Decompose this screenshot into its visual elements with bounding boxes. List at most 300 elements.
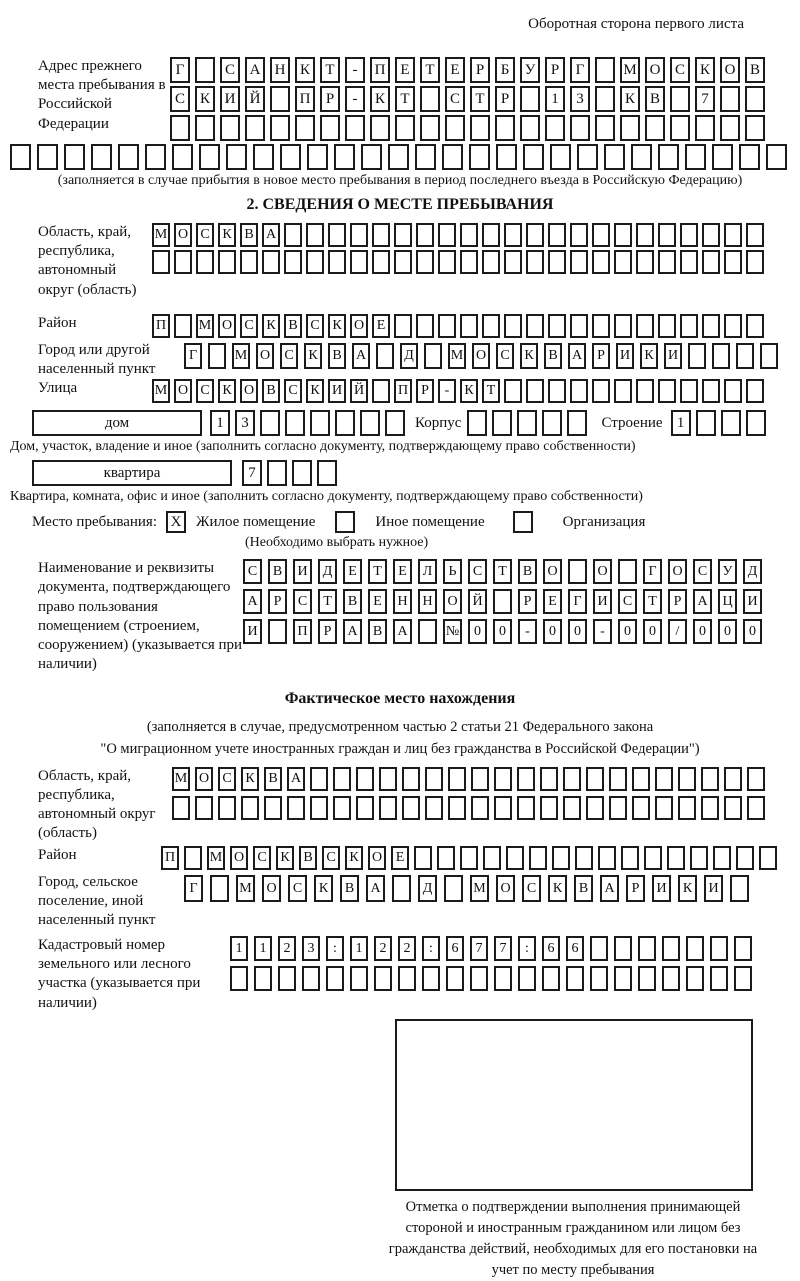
char-cell: [438, 314, 456, 338]
char-cell: [680, 223, 698, 247]
char-cell: А: [693, 589, 712, 614]
char-cell: М: [448, 343, 466, 369]
previous-address-label: Адрес прежнего места пребывания в Российской Федерации: [38, 58, 166, 132]
page-side-note: Оборотная сторона первого листа: [528, 16, 744, 32]
char-cell: [278, 966, 296, 991]
char-cell: [460, 314, 478, 338]
apartment-row: [32, 460, 800, 486]
char-cell: [670, 86, 690, 112]
char-cell: К: [460, 379, 478, 403]
char-cell: [379, 796, 397, 820]
char-cell: :: [326, 936, 344, 961]
section2-title: 2. СВЕДЕНИЯ О МЕСТЕ ПРЕБЫВАНИЯ: [246, 196, 554, 213]
char-cell: [379, 767, 397, 791]
char-cell: [644, 846, 662, 870]
char-cell: [570, 223, 588, 247]
char-cell: [592, 223, 610, 247]
char-cell: [402, 796, 420, 820]
char-cell: №: [443, 619, 462, 644]
char-cell: К: [262, 314, 280, 338]
char-cell: К: [678, 875, 697, 902]
char-cell: [517, 796, 535, 820]
char-cell: [712, 343, 730, 369]
char-cell: [350, 966, 368, 991]
char-cell: А: [343, 619, 362, 644]
region-row-2: [152, 250, 764, 274]
char-cell: К: [548, 875, 567, 902]
char-cell: [494, 966, 512, 991]
char-cell: Г: [184, 343, 202, 369]
char-cell: [398, 966, 416, 991]
char-cell: [310, 410, 330, 436]
char-cell: О: [543, 559, 562, 584]
char-cell: [526, 250, 544, 274]
actual-region-row-1: [172, 767, 765, 791]
previous-address-row-4: [10, 144, 800, 170]
char-cell: И: [593, 589, 612, 614]
char-cell: [614, 314, 632, 338]
stroenie-grid: [671, 410, 766, 436]
char-cell: [374, 966, 392, 991]
char-cell: А: [245, 57, 265, 83]
char-cell: Е: [445, 57, 465, 83]
stay-type-row: [32, 511, 800, 533]
char-cell: [655, 767, 673, 791]
city-row: [184, 343, 778, 369]
char-cell: [420, 115, 440, 141]
char-cell: М: [152, 379, 170, 403]
char-cell: [328, 223, 346, 247]
char-cell: [662, 966, 680, 991]
char-cell: В: [368, 619, 387, 644]
char-cell: [416, 223, 434, 247]
char-cell: [526, 223, 544, 247]
char-cell: [734, 936, 752, 961]
char-cell: [734, 966, 752, 991]
actual-region-label: Область, край, республика, автономный округ (область): [38, 767, 156, 842]
char-cell: С: [496, 343, 514, 369]
char-cell: [759, 846, 777, 870]
char-cell: М: [196, 314, 214, 338]
district-block: [38, 314, 800, 341]
cadastral-row-2: [230, 966, 752, 991]
char-cell: [295, 115, 315, 141]
char-cell: [240, 250, 258, 274]
char-cell: К: [370, 86, 390, 112]
char-cell: [636, 379, 654, 403]
char-cell: А: [393, 619, 412, 644]
char-cell: Е: [343, 559, 362, 584]
char-cell: [658, 379, 676, 403]
char-cell: -: [438, 379, 456, 403]
char-cell: П: [293, 619, 312, 644]
char-cell: [392, 875, 411, 902]
char-cell: [575, 846, 593, 870]
char-cell: К: [695, 57, 715, 83]
char-cell: [245, 115, 265, 141]
previous-address-row-3: [170, 115, 765, 141]
char-cell: [746, 250, 764, 274]
char-cell: Й: [245, 86, 265, 112]
char-cell: Ц: [718, 589, 737, 614]
actual-location-title: Фактическое место нахождения: [284, 690, 516, 708]
char-cell: М: [207, 846, 225, 870]
char-cell: 6: [446, 936, 464, 961]
char-cell: [724, 250, 742, 274]
apartment-type-box: квартира: [32, 460, 232, 486]
char-cell: [566, 966, 584, 991]
char-cell: [701, 796, 719, 820]
char-cell: :: [422, 936, 440, 961]
char-cell: [529, 846, 547, 870]
char-cell: 3: [302, 936, 320, 961]
char-cell: [504, 314, 522, 338]
actual-location-note-1: (заполняется в случае, предусмотренном частью 2 статьи 21 Федерального закона: [146, 719, 654, 736]
char-cell: 2: [398, 936, 416, 961]
char-cell: В: [544, 343, 562, 369]
house-number-grid: [210, 410, 405, 436]
document-row-3: [243, 619, 762, 644]
char-cell: [334, 144, 355, 170]
char-cell: [470, 966, 488, 991]
char-cell: [686, 966, 704, 991]
char-cell: [418, 619, 437, 644]
char-cell: [195, 796, 213, 820]
char-cell: Т: [420, 57, 440, 83]
checkbox-other-premises: [335, 511, 355, 533]
char-cell: Т: [493, 559, 512, 584]
char-cell: [306, 250, 324, 274]
char-cell: [415, 144, 436, 170]
char-cell: О: [256, 343, 274, 369]
char-cell: [284, 250, 302, 274]
char-cell: П: [394, 379, 412, 403]
char-cell: [542, 966, 560, 991]
char-cell: [542, 410, 562, 436]
char-cell: [482, 250, 500, 274]
char-cell: [680, 250, 698, 274]
char-cell: Т: [318, 589, 337, 614]
char-cell: [394, 250, 412, 274]
char-cell: [638, 966, 656, 991]
char-cell: П: [370, 57, 390, 83]
char-cell: [678, 796, 696, 820]
char-cell: [292, 460, 312, 486]
char-cell: Т: [643, 589, 662, 614]
char-cell: [701, 767, 719, 791]
char-cell: П: [295, 86, 315, 112]
char-cell: [370, 115, 390, 141]
other-premises-label: Иное помещение: [375, 513, 485, 530]
korpus-label: Корпус: [415, 415, 462, 432]
char-cell: 7: [470, 936, 488, 961]
char-cell: И: [243, 619, 262, 644]
char-cell: /: [668, 619, 687, 644]
char-cell: [570, 115, 590, 141]
char-cell: [394, 314, 412, 338]
char-cell: [517, 410, 537, 436]
document-row-1: [243, 559, 762, 584]
char-cell: [356, 796, 374, 820]
char-cell: [595, 86, 615, 112]
char-cell: Б: [495, 57, 515, 83]
checkbox-organization: [513, 511, 533, 533]
char-cell: У: [718, 559, 737, 584]
char-cell: [506, 846, 524, 870]
char-cell: Р: [545, 57, 565, 83]
char-cell: [420, 86, 440, 112]
char-cell: [226, 144, 247, 170]
char-cell: С: [293, 589, 312, 614]
char-cell: [760, 343, 778, 369]
char-cell: [414, 846, 432, 870]
char-cell: [268, 619, 287, 644]
char-cell: [350, 250, 368, 274]
apartment-note: Квартира, комната, офис и иное (заполнить согласно документу, подтверждающему право собственности): [10, 489, 643, 505]
char-cell: М: [620, 57, 640, 83]
char-cell: О: [262, 875, 281, 902]
char-cell: [526, 379, 544, 403]
char-cell: [614, 223, 632, 247]
char-cell: 0: [493, 619, 512, 644]
char-cell: 7: [242, 460, 262, 486]
char-cell: О: [174, 223, 192, 247]
char-cell: К: [345, 846, 363, 870]
char-cell: Р: [268, 589, 287, 614]
char-cell: К: [218, 379, 236, 403]
char-cell: [720, 115, 740, 141]
char-cell: А: [600, 875, 619, 902]
char-cell: [695, 115, 715, 141]
char-cell: К: [295, 57, 315, 83]
previous-address-note: (заполняется в случае прибытия в новое место пребывания в период последнего въезда в Российскую Федерацию): [57, 173, 743, 188]
char-cell: О: [195, 767, 213, 791]
char-cell: [548, 223, 566, 247]
korpus-grid: [467, 410, 587, 436]
char-cell: [262, 250, 280, 274]
char-cell: [492, 410, 512, 436]
char-cell: [310, 767, 328, 791]
char-cell: 0: [468, 619, 487, 644]
actual-region-row-2: [172, 796, 765, 820]
char-cell: А: [352, 343, 370, 369]
char-cell: 6: [542, 936, 560, 961]
char-cell: 1: [671, 410, 691, 436]
char-cell: [592, 250, 610, 274]
char-cell: [195, 115, 215, 141]
char-cell: 0: [693, 619, 712, 644]
char-cell: [10, 144, 31, 170]
document-grids: [243, 559, 762, 647]
char-cell: П: [152, 314, 170, 338]
char-cell: Н: [393, 589, 412, 614]
char-cell: И: [616, 343, 634, 369]
char-cell: И: [220, 86, 240, 112]
char-cell: Д: [418, 875, 437, 902]
char-cell: [686, 936, 704, 961]
char-cell: [350, 223, 368, 247]
district-row: [152, 314, 764, 338]
char-cell: [590, 936, 608, 961]
char-cell: [598, 846, 616, 870]
char-cell: Г: [568, 589, 587, 614]
char-cell: С: [220, 57, 240, 83]
char-cell: К: [241, 767, 259, 791]
char-cell: В: [262, 379, 280, 403]
char-cell: [445, 115, 465, 141]
char-cell: [494, 796, 512, 820]
char-cell: Д: [743, 559, 762, 584]
char-cell: [746, 410, 766, 436]
char-cell: [690, 846, 708, 870]
char-cell: [395, 115, 415, 141]
char-cell: И: [664, 343, 682, 369]
char-cell: А: [568, 343, 586, 369]
char-cell: [444, 875, 463, 902]
char-cell: [747, 796, 765, 820]
cadastral-label: Кадастровый номер земельного или лесного участка (указывается при наличии): [38, 937, 201, 1011]
previous-address-grids: [170, 57, 765, 144]
char-cell: [746, 314, 764, 338]
char-cell: 0: [643, 619, 662, 644]
char-cell: [195, 57, 215, 83]
char-cell: [710, 936, 728, 961]
char-cell: 3: [235, 410, 255, 436]
char-cell: [284, 223, 302, 247]
char-cell: 6: [566, 936, 584, 961]
char-cell: Р: [320, 86, 340, 112]
char-cell: :: [518, 936, 536, 961]
char-cell: [208, 343, 226, 369]
char-cell: [416, 314, 434, 338]
char-cell: К: [306, 379, 324, 403]
char-cell: -: [345, 57, 365, 83]
char-cell: М: [470, 875, 489, 902]
char-cell: [470, 115, 490, 141]
char-cell: О: [645, 57, 665, 83]
char-cell: Р: [416, 379, 434, 403]
char-cell: В: [518, 559, 537, 584]
char-cell: [720, 86, 740, 112]
char-cell: [376, 343, 394, 369]
char-cell: [632, 796, 650, 820]
char-cell: Г: [643, 559, 662, 584]
char-cell: Т: [368, 559, 387, 584]
char-cell: В: [268, 559, 287, 584]
char-cell: [739, 144, 760, 170]
char-cell: [614, 966, 632, 991]
char-cell: [174, 250, 192, 274]
char-cell: [702, 379, 720, 403]
char-cell: [422, 966, 440, 991]
char-cell: [285, 410, 305, 436]
char-cell: [372, 250, 390, 274]
street-label: Улица: [38, 380, 78, 397]
char-cell: [385, 410, 405, 436]
char-cell: [518, 966, 536, 991]
char-cell: [570, 379, 588, 403]
char-cell: [688, 343, 706, 369]
char-cell: В: [299, 846, 317, 870]
char-cell: О: [368, 846, 386, 870]
char-cell: 2: [278, 936, 296, 961]
char-cell: [702, 223, 720, 247]
char-cell: [196, 250, 214, 274]
char-cell: 0: [743, 619, 762, 644]
char-cell: Е: [368, 589, 387, 614]
char-cell: Р: [668, 589, 687, 614]
char-cell: [287, 796, 305, 820]
document-label: Наименование и реквизиты документа, подтверждающего право пользования помещением (строением, сооружением) (указывается при наличии): [38, 560, 243, 673]
char-cell: [636, 250, 654, 274]
char-cell: [320, 115, 340, 141]
char-cell: В: [284, 314, 302, 338]
char-cell: [356, 767, 374, 791]
char-cell: [260, 410, 280, 436]
district-label: Район: [38, 314, 77, 331]
char-cell: [496, 144, 517, 170]
char-cell: [614, 250, 632, 274]
char-cell: 3: [570, 86, 590, 112]
char-cell: [662, 936, 680, 961]
house-note: Дом, участок, владение и иное (заполнить согласно документу, подтверждающему право собственности): [10, 439, 636, 455]
char-cell: [658, 250, 676, 274]
char-cell: В: [328, 343, 346, 369]
char-cell: [326, 966, 344, 991]
char-cell: [91, 144, 112, 170]
char-cell: [210, 875, 229, 902]
char-cell: [254, 966, 272, 991]
previous-address-row-1: [170, 57, 765, 83]
char-cell: С: [306, 314, 324, 338]
char-cell: У: [520, 57, 540, 83]
char-cell: [425, 796, 443, 820]
char-cell: [517, 767, 535, 791]
char-cell: 1: [545, 86, 565, 112]
char-cell: [345, 115, 365, 141]
char-cell: В: [240, 223, 258, 247]
char-cell: [730, 875, 749, 902]
char-cell: 0: [543, 619, 562, 644]
char-cell: [545, 115, 565, 141]
char-cell: И: [652, 875, 671, 902]
char-cell: [736, 846, 754, 870]
char-cell: [636, 314, 654, 338]
char-cell: С: [196, 379, 214, 403]
region-block: [38, 223, 800, 300]
char-cell: О: [668, 559, 687, 584]
char-cell: [766, 144, 787, 170]
char-cell: [471, 767, 489, 791]
actual-region-grids: [172, 767, 765, 823]
char-cell: [280, 144, 301, 170]
char-cell: [446, 966, 464, 991]
char-cell: [526, 314, 544, 338]
char-cell: А: [262, 223, 280, 247]
char-cell: 7: [695, 86, 715, 112]
char-cell: [586, 796, 604, 820]
char-cell: Р: [626, 875, 645, 902]
char-cell: Д: [400, 343, 418, 369]
char-cell: [460, 846, 478, 870]
char-cell: [493, 589, 512, 614]
char-cell: [696, 410, 716, 436]
char-cell: [467, 410, 487, 436]
char-cell: С: [170, 86, 190, 112]
char-cell: [577, 144, 598, 170]
char-cell: [145, 144, 166, 170]
char-cell: [184, 846, 202, 870]
